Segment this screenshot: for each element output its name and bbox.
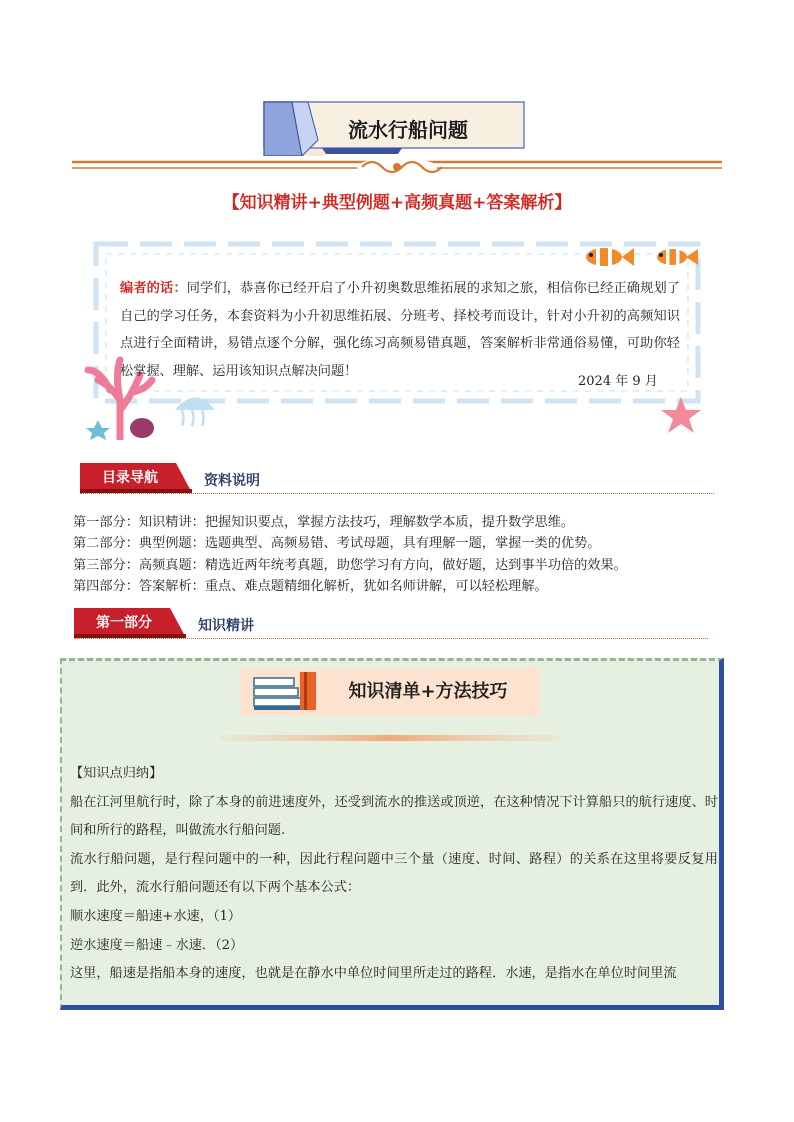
knowledge-paragraph: 这里，船速是指船本身的速度，也就是在静水中单位时间里所走过的路程．水速，是指水在单位时间里流 xyxy=(70,966,677,982)
list-item: 第三部分：高频真题：精选近两年统考真题，助您学习有方向，做好题，达到事半功倍的效果。 xyxy=(73,557,627,573)
ornament-divider xyxy=(72,154,722,180)
decorative-stripe xyxy=(220,733,560,743)
knowledge-heading: 【知识点归纳】 xyxy=(70,766,163,781)
jellyfish-icon xyxy=(170,390,220,430)
editor-note-text: 同学们，恭喜你已经开启了小升初奥数思维拓展的求知之旅，相信你已经正确规划了自己的学习任务，本套资料为小升初思维拓展、分班考、择校考而设计，针对小升初的高频知识点进行全面精讲，易错点逐个分解，强化练习高频易错真题，答案解析非常通俗易懂，可助你轻松掌握、理解、运用该知识点解决问题！ xyxy=(120,281,680,379)
intro-list xyxy=(73,512,733,597)
list-item: 第二部分：典型例题：选题典型、高频易错、考试母题，具有理解一题，掌握一类的优势。 xyxy=(73,536,601,552)
section-nav-divider xyxy=(80,493,714,494)
knowledge-body xyxy=(70,760,718,989)
list-item: 第一部分：知识精讲：把握知识要点，掌握方法技巧，理解数学本质，提升数学思维。 xyxy=(73,515,575,530)
knowledge-paragraph: 船在江河里航行时，除了本身的前进速度外，还受到流水的推送或顶逆，在这种情况下计算船只的航行速度、时间和所行的路程，叫做流水行船问题. xyxy=(70,794,718,839)
knowledge-title: 知识清单+方法技巧 xyxy=(348,681,508,702)
section-one-divider xyxy=(74,638,708,639)
editor-note-label: 编者的话： xyxy=(120,281,187,296)
list-item: 第四部分：答案解析：重点、难点题精细化解析，犹如名师讲解，可以轻松理解。 xyxy=(73,578,548,594)
clownfish-icon xyxy=(582,244,702,270)
knowledge-formula: 逆水速度＝船速﹣水速．（2） xyxy=(70,937,244,953)
knowledge-formula: 顺水速度＝船速+水速，（1） xyxy=(70,908,242,924)
page-title: 流水行船问题 xyxy=(348,117,468,142)
section-tab-part-one-label: 第一部分 xyxy=(96,615,152,631)
editor-note xyxy=(120,275,680,385)
editor-note-date: 2024 年 9 月 xyxy=(578,374,658,389)
section-one-title: 知识精讲 xyxy=(198,618,254,634)
books-icon xyxy=(250,668,320,716)
starfish-icon xyxy=(655,395,707,435)
section-nav-title: 资料说明 xyxy=(204,473,260,489)
section-tab-nav-label: 目录导航 xyxy=(102,470,158,486)
knowledge-paragraph: 流水行船问题，是行程问题中的一种，因此行程问题中三个量（速度、时间、路程）的关系在这里将要反复用到．此外，流水行船问题还有以下两个基本公式： xyxy=(70,851,718,896)
subtitle: 【知识精讲+典型例题+高频真题+答案解析】 xyxy=(222,193,572,213)
